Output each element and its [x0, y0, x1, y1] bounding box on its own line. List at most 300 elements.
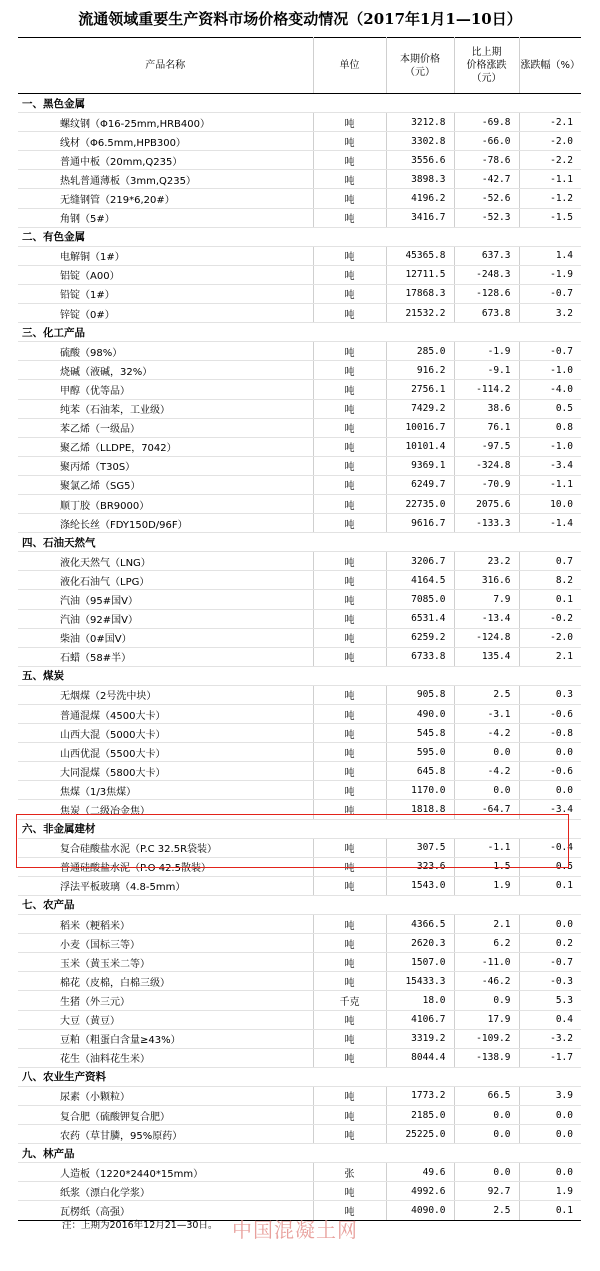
price-cell: 21532.2	[386, 304, 454, 323]
table-row	[18, 399, 581, 418]
table-row	[18, 456, 581, 475]
table-row	[18, 342, 581, 361]
price-cell: 3206.7	[386, 552, 454, 571]
unit-cell: 吨	[313, 972, 386, 991]
table-row	[18, 494, 581, 513]
product-name-cell: 石蜡（58#半）	[18, 647, 313, 666]
change-cell: 66.5	[454, 1086, 519, 1105]
change-cell: -248.3	[454, 265, 519, 284]
pct-cell: -1.1	[519, 475, 581, 494]
unit-cell: 吨	[313, 800, 386, 819]
unit-cell: 吨	[313, 514, 386, 533]
price-cell: 3302.8	[386, 132, 454, 151]
unit-cell: 吨	[313, 590, 386, 609]
change-cell: -4.2	[454, 724, 519, 743]
highlight-box	[16, 814, 569, 868]
unit-cell: 吨	[313, 380, 386, 399]
price-cell: 4366.5	[386, 915, 454, 934]
change-cell: 2.5	[454, 685, 519, 704]
unit-cell: 吨	[313, 132, 386, 151]
unit-cell: 吨	[313, 361, 386, 380]
pct-cell: -0.7	[519, 284, 581, 303]
unit-cell: 吨	[313, 456, 386, 475]
unit-cell: 吨	[313, 857, 386, 876]
category-title: 六、非金属建材	[18, 819, 581, 838]
pct-cell: -0.4	[519, 838, 581, 857]
table-row	[18, 1182, 581, 1201]
change-cell: 6.2	[454, 934, 519, 953]
unit-cell: 吨	[313, 1182, 386, 1201]
unit-cell: 吨	[313, 399, 386, 418]
pct-cell: 0.4	[519, 1010, 581, 1029]
pct-cell: 2.1	[519, 647, 581, 666]
unit-cell: 吨	[313, 437, 386, 456]
product-name-cell: 纸浆（漂白化学浆）	[18, 1182, 313, 1201]
table-row	[18, 743, 581, 762]
table-row	[18, 628, 581, 647]
pct-cell: -2.2	[519, 151, 581, 170]
table-row	[18, 991, 581, 1010]
table-header-row	[18, 38, 581, 94]
pct-cell: -0.7	[519, 342, 581, 361]
pct-cell: 0.5	[519, 399, 581, 418]
price-cell: 905.8	[386, 685, 454, 704]
price-cell: 22735.0	[386, 494, 454, 513]
table-row	[18, 418, 581, 437]
pct-cell: -1.0	[519, 361, 581, 380]
unit-cell: 吨	[313, 1010, 386, 1029]
header-product-name: 产品名称	[18, 38, 313, 94]
change-cell: -124.8	[454, 628, 519, 647]
table-row	[18, 132, 581, 151]
category-row	[18, 533, 581, 552]
change-cell: 0.0	[454, 1105, 519, 1124]
unit-cell: 吨	[313, 628, 386, 647]
table-row	[18, 246, 581, 265]
product-name-cell: 涤纶长丝（FDY150D/96F）	[18, 514, 313, 533]
table-row	[18, 380, 581, 399]
unit-cell: 吨	[313, 609, 386, 628]
product-name-cell: 复合肥（硫酸钾复合肥）	[18, 1105, 313, 1124]
table-row	[18, 265, 581, 284]
change-cell: -46.2	[454, 972, 519, 991]
price-cell: 1507.0	[386, 953, 454, 972]
pct-cell: 0.2	[519, 934, 581, 953]
pct-cell: 0.0	[519, 1105, 581, 1124]
product-name-cell: 电解铜（1#）	[18, 246, 313, 265]
price-cell: 4106.7	[386, 1010, 454, 1029]
change-cell: -114.2	[454, 380, 519, 399]
category-row	[18, 1067, 581, 1086]
change-cell: -52.6	[454, 189, 519, 208]
unit-cell: 吨	[313, 934, 386, 953]
category-title: 九、林产品	[18, 1144, 581, 1163]
pct-cell: -1.0	[519, 437, 581, 456]
pct-cell: -3.4	[519, 456, 581, 475]
product-name-cell: 聚氯乙烯（SG5）	[18, 475, 313, 494]
product-name-cell: 无烟煤（2号洗中块）	[18, 685, 313, 704]
price-cell: 49.6	[386, 1163, 454, 1182]
product-name-cell: 无缝钢管（219*6,20#）	[18, 189, 313, 208]
category-row	[18, 1144, 581, 1163]
pct-cell: 0.1	[519, 590, 581, 609]
watermark: 中国混凝土网	[232, 1218, 358, 1242]
change-cell: 92.7	[454, 1182, 519, 1201]
product-name-cell: 稻米（粳稻米）	[18, 915, 313, 934]
price-cell: 645.8	[386, 762, 454, 781]
pct-cell: -1.9	[519, 265, 581, 284]
price-cell: 595.0	[386, 743, 454, 762]
change-cell: -109.2	[454, 1029, 519, 1048]
unit-cell: 吨	[313, 246, 386, 265]
change-cell: 0.0	[454, 781, 519, 800]
change-cell: 17.9	[454, 1010, 519, 1029]
unit-cell: 吨	[313, 265, 386, 284]
pct-cell: 0.0	[519, 743, 581, 762]
price-table	[18, 37, 581, 1221]
change-cell: -9.1	[454, 361, 519, 380]
price-cell: 3319.2	[386, 1029, 454, 1048]
product-name-cell: 生猪（外三元）	[18, 991, 313, 1010]
price-cell: 1773.2	[386, 1086, 454, 1105]
price-cell: 1543.0	[386, 876, 454, 895]
change-cell: -13.4	[454, 609, 519, 628]
change-cell: -133.3	[454, 514, 519, 533]
product-name-cell: 大同混煤（5800大卡）	[18, 762, 313, 781]
unit-cell: 吨	[313, 838, 386, 857]
table-body	[18, 94, 581, 1221]
product-name-cell: 焦炭（二级冶金焦）	[18, 800, 313, 819]
unit-cell: 吨	[313, 304, 386, 323]
change-cell: -138.9	[454, 1048, 519, 1067]
table-row	[18, 590, 581, 609]
price-cell: 285.0	[386, 342, 454, 361]
change-cell: 2075.6	[454, 494, 519, 513]
product-name-cell: 浮法平板玻璃（4.8-5mm）	[18, 876, 313, 895]
unit-cell: 吨	[313, 284, 386, 303]
change-cell: 76.1	[454, 418, 519, 437]
pct-cell: -2.1	[519, 113, 581, 132]
category-title: 五、煤炭	[18, 666, 581, 685]
price-cell: 490.0	[386, 705, 454, 724]
unit-cell: 吨	[313, 571, 386, 590]
unit-cell: 吨	[313, 781, 386, 800]
price-cell: 4164.5	[386, 571, 454, 590]
table-row	[18, 685, 581, 704]
product-name-cell: 瓦楞纸（高强）	[18, 1201, 313, 1220]
pct-cell: 3.2	[519, 304, 581, 323]
page-title: 流通领域重要生产资料市场价格变动情况（2017年1月1—10日）	[78, 10, 522, 28]
change-cell: 1.9	[454, 876, 519, 895]
table-row	[18, 170, 581, 189]
price-cell: 9616.7	[386, 514, 454, 533]
price-cell: 6531.4	[386, 609, 454, 628]
product-name-cell: 花生（油料花生米）	[18, 1048, 313, 1067]
pct-cell: 0.5	[519, 857, 581, 876]
unit-cell: 吨	[313, 113, 386, 132]
price-cell: 4090.0	[386, 1201, 454, 1220]
product-name-cell: 人造板（1220*2440*15mm）	[18, 1163, 313, 1182]
product-name-cell: 热轧普通薄板（3mm,Q235）	[18, 170, 313, 189]
pct-cell: -0.7	[519, 953, 581, 972]
change-cell: 38.6	[454, 399, 519, 418]
change-cell: -1.1	[454, 838, 519, 857]
change-cell: -4.2	[454, 762, 519, 781]
table-row	[18, 189, 581, 208]
product-name-cell: 线材（Φ6.5mm,HPB300）	[18, 132, 313, 151]
change-cell: 673.8	[454, 304, 519, 323]
unit-cell: 吨	[313, 915, 386, 934]
pct-cell: 8.2	[519, 571, 581, 590]
price-cell: 323.6	[386, 857, 454, 876]
table-row	[18, 609, 581, 628]
unit-cell: 吨	[313, 724, 386, 743]
product-name-cell: 聚丙烯（T30S）	[18, 456, 313, 475]
change-cell: 23.2	[454, 552, 519, 571]
header-change-line1: 比上期	[471, 47, 502, 58]
header-pct: 涨跌幅（%）	[519, 38, 581, 94]
pct-cell: -1.2	[519, 189, 581, 208]
change-cell: 316.6	[454, 571, 519, 590]
product-name-cell: 聚乙烯（LLDPE，7042）	[18, 437, 313, 456]
change-cell: -11.0	[454, 953, 519, 972]
price-cell: 25225.0	[386, 1125, 454, 1144]
price-cell: 9369.1	[386, 456, 454, 475]
product-name-cell: 液化石油气（LPG）	[18, 571, 313, 590]
table-row	[18, 514, 581, 533]
pct-cell: -3.4	[519, 800, 581, 819]
header-unit: 单位	[313, 38, 386, 94]
change-cell: -64.7	[454, 800, 519, 819]
header-change	[454, 38, 519, 94]
price-cell: 7429.2	[386, 399, 454, 418]
product-name-cell: 农药（草甘膦，95%原药）	[18, 1125, 313, 1144]
price-cell: 12711.5	[386, 265, 454, 284]
table-row	[18, 1125, 581, 1144]
change-cell: 0.9	[454, 991, 519, 1010]
table-row	[18, 724, 581, 743]
category-title: 二、有色金属	[18, 227, 581, 246]
unit-cell: 吨	[313, 1048, 386, 1067]
change-cell: -128.6	[454, 284, 519, 303]
product-name-cell: 液化天然气（LNG）	[18, 552, 313, 571]
table-row	[18, 953, 581, 972]
price-cell: 10016.7	[386, 418, 454, 437]
price-cell: 1170.0	[386, 781, 454, 800]
change-cell: -78.6	[454, 151, 519, 170]
table-row	[18, 1010, 581, 1029]
price-cell: 1818.8	[386, 800, 454, 819]
table-row	[18, 762, 581, 781]
product-name-cell: 纯苯（石油苯，工业级）	[18, 399, 313, 418]
pct-cell: -2.0	[519, 628, 581, 647]
change-cell: -42.7	[454, 170, 519, 189]
unit-cell: 吨	[313, 475, 386, 494]
change-cell: 2.5	[454, 1201, 519, 1220]
price-cell: 2620.3	[386, 934, 454, 953]
product-name-cell: 铅锭（1#）	[18, 284, 313, 303]
table-row	[18, 781, 581, 800]
price-cell: 7085.0	[386, 590, 454, 609]
price-cell: 6733.8	[386, 647, 454, 666]
product-name-cell: 玉米（黄玉米二等）	[18, 953, 313, 972]
pct-cell: 1.9	[519, 1182, 581, 1201]
product-name-cell: 锌锭（0#）	[18, 304, 313, 323]
price-cell: 545.8	[386, 724, 454, 743]
price-cell: 15433.3	[386, 972, 454, 991]
change-cell: -3.1	[454, 705, 519, 724]
table-row	[18, 934, 581, 953]
table-row	[18, 705, 581, 724]
category-title: 八、农业生产资料	[18, 1067, 581, 1086]
product-name-cell: 豆粕（粗蛋白含量≥43%）	[18, 1029, 313, 1048]
table-row	[18, 972, 581, 991]
table-row	[18, 113, 581, 132]
price-cell: 2756.1	[386, 380, 454, 399]
pct-cell: 0.1	[519, 876, 581, 895]
unit-cell: 吨	[313, 342, 386, 361]
price-cell: 2185.0	[386, 1105, 454, 1124]
product-name-cell: 烧碱（液碱，32%）	[18, 361, 313, 380]
table-row	[18, 1105, 581, 1124]
price-cell: 45365.8	[386, 246, 454, 265]
category-title: 一、黑色金属	[18, 94, 581, 113]
pct-cell: 0.0	[519, 781, 581, 800]
product-name-cell: 硫酸（98%）	[18, 342, 313, 361]
product-name-cell: 棉花（皮棉，白棉三级）	[18, 972, 313, 991]
table-row	[18, 304, 581, 323]
table-row	[18, 915, 581, 934]
pct-cell: 5.3	[519, 991, 581, 1010]
unit-cell: 吨	[313, 1105, 386, 1124]
product-name-cell: 山西大混（5000大卡）	[18, 724, 313, 743]
product-name-cell: 苯乙烯（一级品）	[18, 418, 313, 437]
product-name-cell: 甲醇（优等品）	[18, 380, 313, 399]
unit-cell: 吨	[313, 876, 386, 895]
change-cell: -70.9	[454, 475, 519, 494]
price-cell: 18.0	[386, 991, 454, 1010]
price-cell: 6259.2	[386, 628, 454, 647]
pct-cell: 3.9	[519, 1086, 581, 1105]
table-row	[18, 151, 581, 170]
product-name-cell: 大豆（黄豆）	[18, 1010, 313, 1029]
unit-cell: 吨	[313, 743, 386, 762]
table-row	[18, 284, 581, 303]
product-name-cell: 复合硅酸盐水泥（P.C 32.5R袋装）	[18, 838, 313, 857]
unit-cell: 吨	[313, 418, 386, 437]
product-name-cell: 尿素（小颗粒）	[18, 1086, 313, 1105]
pct-cell: -4.0	[519, 380, 581, 399]
table-row	[18, 1086, 581, 1105]
pct-cell: -1.7	[519, 1048, 581, 1067]
unit-cell: 吨	[313, 151, 386, 170]
unit-cell: 吨	[313, 208, 386, 227]
category-row	[18, 323, 581, 342]
header-price-line1: 本期价格	[400, 53, 440, 65]
category-row	[18, 895, 581, 914]
table-row	[18, 647, 581, 666]
price-cell: 3556.6	[386, 151, 454, 170]
unit-cell: 吨	[313, 705, 386, 724]
product-name-cell: 普通中板（20mm,Q235）	[18, 151, 313, 170]
change-cell: 637.3	[454, 246, 519, 265]
unit-cell: 吨	[313, 1125, 386, 1144]
table-row	[18, 437, 581, 456]
table-row	[18, 1048, 581, 1067]
change-cell: -66.0	[454, 132, 519, 151]
change-cell: -69.8	[454, 113, 519, 132]
header-price-line2: （元）	[405, 66, 435, 78]
change-cell: 2.1	[454, 915, 519, 934]
product-name-cell: 焦煤（1/3焦煤）	[18, 781, 313, 800]
category-row	[18, 227, 581, 246]
change-cell: 1.5	[454, 857, 519, 876]
category-title: 七、农产品	[18, 895, 581, 914]
pct-cell: 0.7	[519, 552, 581, 571]
category-title: 四、石油天然气	[18, 533, 581, 552]
price-cell: 3898.3	[386, 170, 454, 189]
unit-cell: 吨	[313, 1201, 386, 1220]
pct-cell: 0.0	[519, 1125, 581, 1144]
header-change-line2: 价格涨跌	[466, 60, 507, 71]
unit-cell: 张	[313, 1163, 386, 1182]
unit-cell: 吨	[313, 1029, 386, 1048]
pct-cell: -0.8	[519, 724, 581, 743]
unit-cell: 吨	[313, 647, 386, 666]
product-name-cell: 汽油（95#国Ⅴ）	[18, 590, 313, 609]
product-name-cell: 铝锭（A00）	[18, 265, 313, 284]
unit-cell: 吨	[313, 953, 386, 972]
price-cell: 8044.4	[386, 1048, 454, 1067]
table-row	[18, 1029, 581, 1048]
pct-cell: 0.1	[519, 1201, 581, 1220]
pct-cell: -1.4	[519, 514, 581, 533]
price-cell: 3416.7	[386, 208, 454, 227]
header-price	[386, 38, 454, 94]
pct-cell: -2.0	[519, 132, 581, 151]
pct-cell: 1.4	[519, 246, 581, 265]
change-cell: 7.9	[454, 590, 519, 609]
table-row	[18, 208, 581, 227]
table-row	[18, 876, 581, 895]
pct-cell: -0.6	[519, 705, 581, 724]
table-row	[18, 361, 581, 380]
price-cell: 10101.4	[386, 437, 454, 456]
unit-cell: 吨	[313, 762, 386, 781]
product-name-cell: 顺丁胶（BR9000）	[18, 494, 313, 513]
pct-cell: -0.2	[519, 609, 581, 628]
unit-cell: 千克	[313, 991, 386, 1010]
price-cell: 4992.6	[386, 1182, 454, 1201]
product-name-cell: 普通混煤（4500大卡）	[18, 705, 313, 724]
price-cell: 4196.2	[386, 189, 454, 208]
pct-cell: 0.0	[519, 1163, 581, 1182]
unit-cell: 吨	[313, 685, 386, 704]
product-name-cell: 普通硅酸盐水泥（P.O 42.5散装）	[18, 857, 313, 876]
price-cell: 17868.3	[386, 284, 454, 303]
unit-cell: 吨	[313, 494, 386, 513]
change-cell: 0.0	[454, 1163, 519, 1182]
unit-cell: 吨	[313, 170, 386, 189]
change-cell: 135.4	[454, 647, 519, 666]
unit-cell: 吨	[313, 552, 386, 571]
category-row	[18, 666, 581, 685]
pct-cell: -0.3	[519, 972, 581, 991]
product-name-cell: 柴油（0#国Ⅴ）	[18, 628, 313, 647]
table-row	[18, 1163, 581, 1182]
price-cell: 3212.8	[386, 113, 454, 132]
product-name-cell: 小麦（国标三等）	[18, 934, 313, 953]
